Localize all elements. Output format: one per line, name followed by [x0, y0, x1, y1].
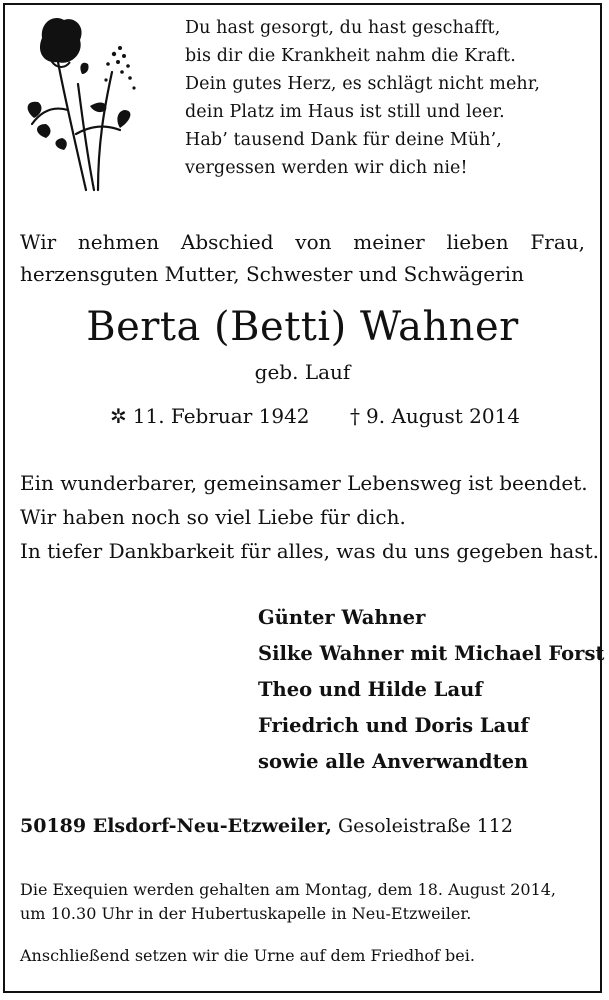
intro-word: lieben — [446, 230, 509, 254]
address-street: Gesoleistraße 112 — [337, 815, 513, 837]
intro-line-2: herzensguten Mutter, Schwester und Schwägerin — [20, 262, 524, 286]
birth-date — [110, 402, 310, 430]
star-icon: ✲ — [110, 404, 127, 428]
tribute-line: Ein wunderbarer, gemeinsamer Lebensweg ist beendet. — [20, 471, 588, 495]
mourner-name: Theo und Hilde Lauf — [258, 678, 483, 701]
urn-burial-note: Anschließend setzen wir die Urne auf dem Friedhof bei. — [20, 946, 475, 965]
tribute-line: Wir haben noch so viel Liebe für dich. — [20, 505, 406, 529]
mourner-name: Friedrich und Doris Lauf — [258, 714, 529, 737]
service-info — [20, 878, 590, 926]
intro-word: Frau, — [530, 230, 585, 254]
mourner-name: Günter Wahner — [258, 606, 426, 629]
poem-line: Du hast gesorgt, du hast geschafft, — [185, 18, 501, 38]
death-date-text: 9. August 2014 — [366, 404, 521, 428]
poem-line: vergessen werden wir dich nie! — [185, 158, 468, 178]
poem-line: Dein gutes Herz, es schlägt nicht mehr, — [185, 74, 540, 94]
farewell-intro — [20, 226, 585, 290]
death-date — [350, 402, 520, 430]
rose-icon — [20, 14, 140, 192]
poem-line: dein Platz im Haus ist still und leer. — [185, 102, 505, 122]
intro-word: meiner — [353, 230, 425, 254]
intro-word: Abschied — [180, 230, 274, 254]
birth-date-text: 11. Februar 1942 — [132, 404, 310, 428]
tribute-text — [20, 466, 599, 568]
intro-word: Wir — [20, 230, 57, 254]
tribute-line: In tiefer Dankbarkeit für alles, was du uns gegeben hast. — [20, 539, 599, 563]
birth-name: geb. Lauf — [254, 360, 351, 384]
mourner-name: sowie alle Anverwandten — [258, 750, 529, 773]
address-place: 50189 Elsdorf-Neu-Etzweiler, — [20, 815, 332, 837]
deceased-name: Berta (Betti) Wahner — [86, 304, 519, 350]
family-address — [20, 812, 513, 840]
poem-line: Hab’ tausend Dank für deine Müh’, — [185, 130, 502, 150]
poem — [185, 14, 585, 182]
intro-word: nehmen — [77, 230, 160, 254]
service-line: Die Exequien werden gehalten am Montag, dem 18. August 2014, — [20, 880, 557, 899]
mourners-list — [258, 600, 605, 780]
service-line: um 10.30 Uhr in der Hubertuskapelle in Neu-Etzweiler. — [20, 904, 472, 923]
cross-icon: † — [350, 404, 360, 428]
intro-line-1 — [20, 226, 585, 258]
poem-line: bis dir die Krankheit nahm die Kraft. — [185, 46, 516, 66]
intro-word: von — [295, 230, 332, 254]
mourner-name: Silke Wahner mit Michael Forst — [258, 642, 605, 665]
